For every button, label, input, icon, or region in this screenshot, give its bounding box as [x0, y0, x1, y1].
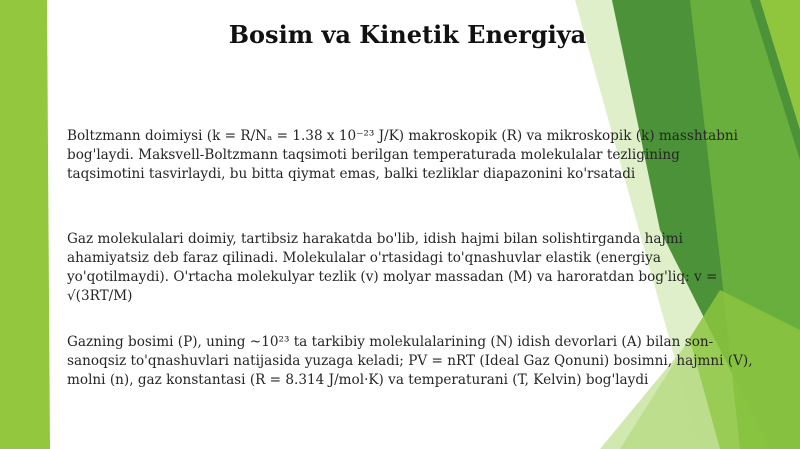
paragraph-gas-pressure: Gazning bosimi (P), uning ~10²³ ta tarkibiy molekulalarining (N) idish devorlari (A) bilan son-sanoqsiz to'qnashuvlari natijasida yuzaga keladi; PV = nRT (Ideal Gaz Qonuni) bosimni, hajmni (V), molni (n), gaz konstantasi (R = 8.314 J/mol·K) va temperaturani (T, Kelvin) bog'laydi	[67, 334, 753, 388]
slide-title: Bosim va Kinetik Energiya	[228, 20, 587, 49]
left-green-bar	[0, 0, 50, 449]
paragraph-boltzmann: Boltzmann doimiysi (k = R/Nₐ = 1.38 x 10⁻²³ J/K) makroskopik (R) va mikroskopik (k) masshtabni bog'laydi. Maksvell-Boltzmann taqsimoti berilgan temperaturada molekulalar tezligining taqsimotini tasvirlaydi, bu bitta qiymat emas, balki tezliklar diapazonini ko'rsatadi	[67, 128, 738, 182]
paragraph-gas-molecules: Gaz molekulalari doimiy, tartibsiz harakatda bo'lib, idish hajmi bilan solishtirganda hajmi ahamiyatsiz deb faraz qilinadi. Molekulalar o'rtasidagi to'qnashuvlar elastik (energiya yo'qotilmaydi). O'rtacha molekulyar tezlik (v) molyar massadan (M) va haroratdan bog'liq: v = √(3RT/M)	[67, 231, 718, 304]
